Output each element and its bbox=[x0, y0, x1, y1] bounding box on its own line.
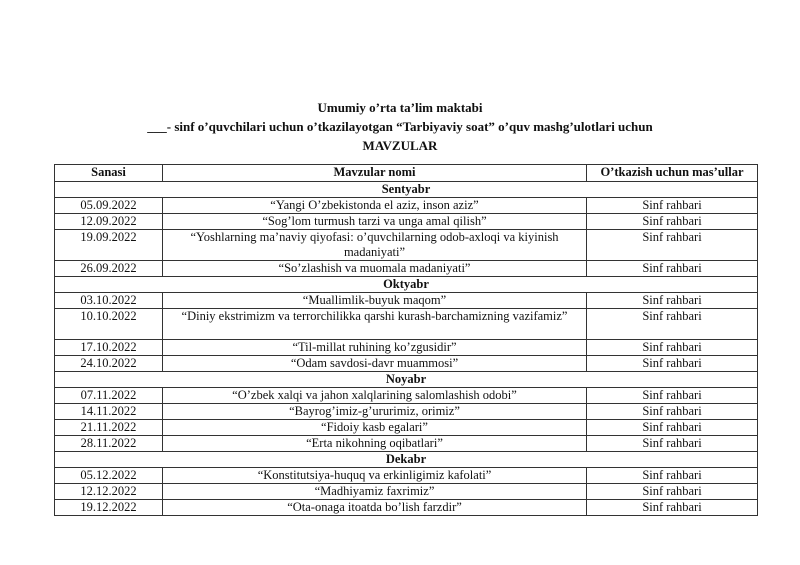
month-row bbox=[55, 372, 758, 388]
responsible-cell: Sinf rahbari bbox=[587, 214, 758, 230]
date-cell: 21.11.2022 bbox=[55, 420, 163, 436]
responsible-cell: Sinf rahbari bbox=[587, 309, 758, 340]
table-row bbox=[55, 340, 758, 356]
table-row bbox=[55, 484, 758, 500]
date-cell: 07.11.2022 bbox=[55, 388, 163, 404]
month-label: Sentyabr bbox=[55, 182, 758, 198]
month-label: Dekabr bbox=[55, 452, 758, 468]
topic-cell: “Yangi O’zbekistonda el aziz, inson aziz” bbox=[163, 198, 587, 214]
table-header-row bbox=[55, 165, 758, 182]
date-cell: 05.12.2022 bbox=[55, 468, 163, 484]
responsible-cell: Sinf rahbari bbox=[587, 500, 758, 516]
topic-cell: “Fidoiy kasb egalari” bbox=[163, 420, 587, 436]
column-header-date: Sanasi bbox=[55, 165, 163, 182]
responsible-cell: Sinf rahbari bbox=[587, 468, 758, 484]
date-cell: 14.11.2022 bbox=[55, 404, 163, 420]
topic-cell: “Odam savdosi-davr muammosi” bbox=[163, 356, 587, 372]
responsible-cell: Sinf rahbari bbox=[587, 388, 758, 404]
date-cell: 10.10.2022 bbox=[55, 309, 163, 340]
date-cell: 05.09.2022 bbox=[55, 198, 163, 214]
column-header-responsible: O’tkazish uchun mas’ullar bbox=[587, 165, 758, 182]
month-row bbox=[55, 277, 758, 293]
date-cell: 12.09.2022 bbox=[55, 214, 163, 230]
document-subtitle: ___- sinf o’quvchilari uchun o’tkazilayotgan “Tarbiyaviy soat” o’quv mashg’ulotlari uchun bbox=[147, 119, 653, 134]
table-row bbox=[55, 388, 758, 404]
table-row bbox=[55, 404, 758, 420]
responsible-cell: Sinf rahbari bbox=[587, 356, 758, 372]
topic-cell: “Madhiyamiz faxrimiz” bbox=[163, 484, 587, 500]
table-row bbox=[55, 356, 758, 372]
responsible-cell: Sinf rahbari bbox=[587, 293, 758, 309]
topic-cell: “Sog’lom turmush tarzi va unga amal qilish” bbox=[163, 214, 587, 230]
topic-cell: “So’zlashish va muomala madaniyati” bbox=[163, 261, 587, 277]
month-label: Oktyabr bbox=[55, 277, 758, 293]
table-row bbox=[55, 198, 758, 214]
table-row bbox=[55, 230, 758, 261]
date-cell: 26.09.2022 bbox=[55, 261, 163, 277]
table-row bbox=[55, 309, 758, 340]
responsible-cell: Sinf rahbari bbox=[587, 484, 758, 500]
topic-cell: “Yoshlarning ma’naviy qiyofasi: o’quvchilarning odob-axloqi va kiyinish madaniyati” bbox=[163, 230, 587, 261]
document-title: MAVZULAR bbox=[362, 138, 438, 153]
date-cell: 19.09.2022 bbox=[55, 230, 163, 261]
date-cell: 24.10.2022 bbox=[55, 356, 163, 372]
date-cell: 12.12.2022 bbox=[55, 484, 163, 500]
responsible-cell: Sinf rahbari bbox=[587, 404, 758, 420]
topic-cell: “Ota-onaga itoatda bo’lish farzdir” bbox=[163, 500, 587, 516]
school-title: Umumiy o’rta ta’lim maktabi bbox=[317, 100, 483, 115]
table-row bbox=[55, 436, 758, 452]
table-row bbox=[55, 420, 758, 436]
topic-cell: “O’zbek xalqi va jahon xalqlarining salomlashish odobi” bbox=[163, 388, 587, 404]
month-row bbox=[55, 182, 758, 198]
table-row bbox=[55, 468, 758, 484]
table-row bbox=[55, 500, 758, 516]
table-row bbox=[55, 261, 758, 277]
table-row bbox=[55, 293, 758, 309]
date-cell: 19.12.2022 bbox=[55, 500, 163, 516]
responsible-cell: Sinf rahbari bbox=[587, 230, 758, 261]
month-row bbox=[55, 452, 758, 468]
responsible-cell: Sinf rahbari bbox=[587, 340, 758, 356]
date-cell: 03.10.2022 bbox=[55, 293, 163, 309]
responsible-cell: Sinf rahbari bbox=[587, 261, 758, 277]
table-row bbox=[55, 214, 758, 230]
topic-cell: “Diniy ekstrimizm va terrorchilikka qarshi kurash-barchamizning vazifamiz” bbox=[163, 309, 587, 340]
date-cell: 17.10.2022 bbox=[55, 340, 163, 356]
column-header-topic: Mavzular nomi bbox=[163, 165, 587, 182]
topic-cell: “Bayrog’imiz-g’ururimiz, orimiz” bbox=[163, 404, 587, 420]
responsible-cell: Sinf rahbari bbox=[587, 198, 758, 214]
topic-cell: “Muallimlik-buyuk maqom” bbox=[163, 293, 587, 309]
responsible-cell: Sinf rahbari bbox=[587, 436, 758, 452]
topic-cell: “Konstitutsiya-huquq va erkinligimiz kafolati” bbox=[163, 468, 587, 484]
responsible-cell: Sinf rahbari bbox=[587, 420, 758, 436]
topics-table bbox=[54, 164, 758, 516]
topic-cell: “Til-millat ruhining ko’zgusidir” bbox=[163, 340, 587, 356]
month-label: Noyabr bbox=[55, 372, 758, 388]
topic-cell: “Erta nikohning oqibatlari” bbox=[163, 436, 587, 452]
date-cell: 28.11.2022 bbox=[55, 436, 163, 452]
